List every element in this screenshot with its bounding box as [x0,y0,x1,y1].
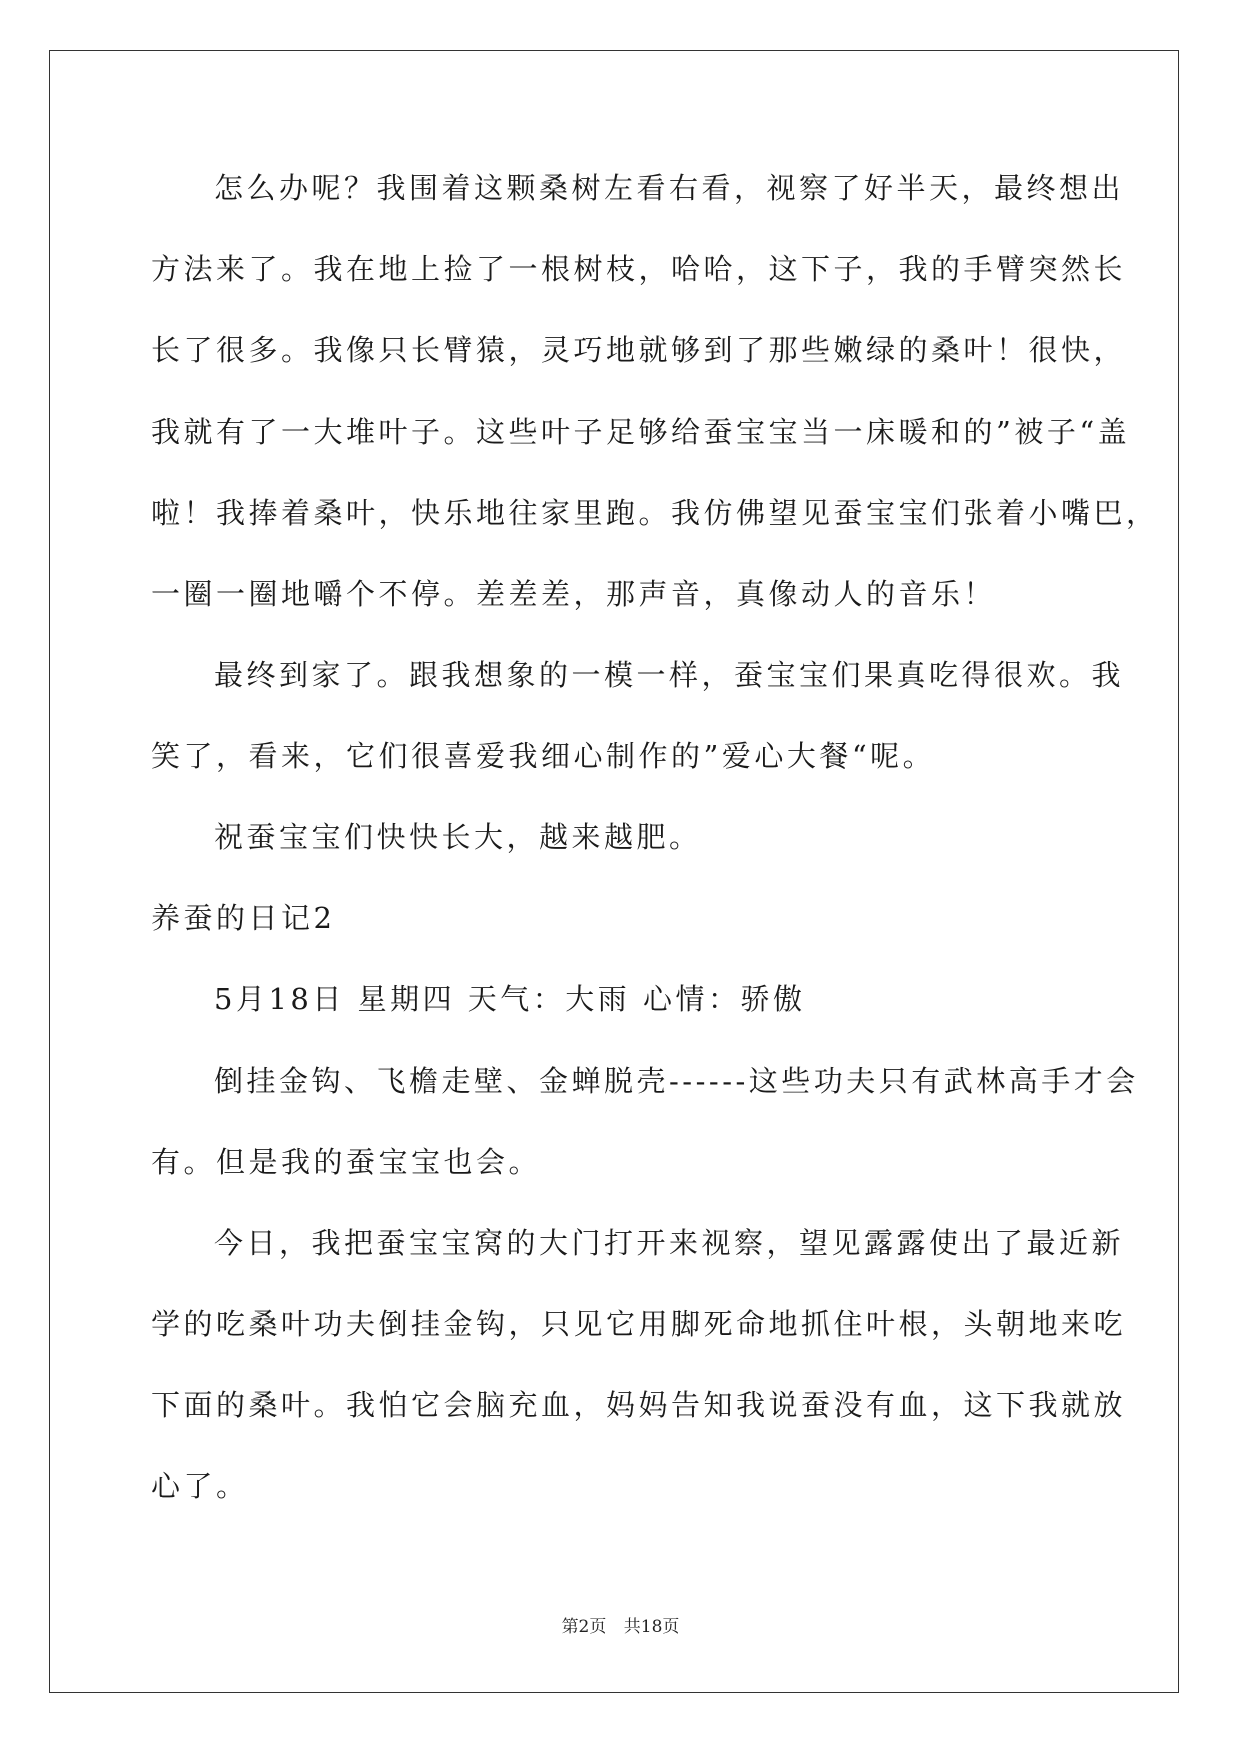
paragraph-line: 最终到家了。跟我想象的一模一样，蚕宝宝们果真吃得很欢。我 [214,658,1125,692]
date-line: 5月18日 星期四 天气：大雨 心情：骄傲 [214,982,806,1016]
page-frame [49,50,1179,1693]
paragraph-line: 方法来了。我在地上捡了一根树枝，哈哈，这下子，我的手臂突然长 [151,252,1127,286]
paragraph-line: 下面的桑叶。我怕它会脑充血，妈妈告知我说蚕没有血，这下我就放 [151,1388,1127,1422]
page-total: 共18页 [623,1617,680,1637]
paragraph-line: 长了很多。我像只长臂猿，灵巧地就够到了那些嫩绿的桑叶！很快， [151,333,1127,367]
paragraph-line: 倒挂金钩、飞檐走壁、金蝉脱壳------这些功夫只有武林高手才会 [214,1064,1139,1098]
paragraph-line: 怎么办呢？我围着这颗桑树左看右看，视察了好半天，最终想出 [214,171,1125,205]
paragraph-line: 我就有了一大堆叶子。这些叶子足够给蚕宝宝当一床暖和的”被子“盖 [151,415,1131,449]
paragraph-line: 祝蚕宝宝们快快长大，越来越肥。 [214,820,702,854]
paragraph-line: 啦！我捧着桑叶，快乐地往家里跑。我仿佛望见蚕宝宝们张着小嘴巴， [151,496,1159,530]
section-title: 养蚕的日记2 [151,901,336,935]
paragraph-line: 今日，我把蚕宝宝窝的大门打开来视察，望见露露使出了最近新 [214,1226,1125,1260]
paragraph-line: 笑了，看来，它们很喜爱我细心制作的”爱心大餐“呢。 [151,739,936,773]
paragraph-line: 学的吃桑叶功夫倒挂金钩，只见它用脚死命地抓住叶根，头朝地来吃 [151,1307,1127,1341]
page-footer [0,1612,1241,1637]
page-number: 第2页 [561,1617,607,1637]
paragraph-line: 一圈一圈地嚼个不停。差差差，那声音，真像动人的音乐！ [151,577,997,611]
paragraph-line: 有。但是我的蚕宝宝也会。 [151,1145,542,1179]
paragraph-line: 心了。 [151,1469,249,1503]
